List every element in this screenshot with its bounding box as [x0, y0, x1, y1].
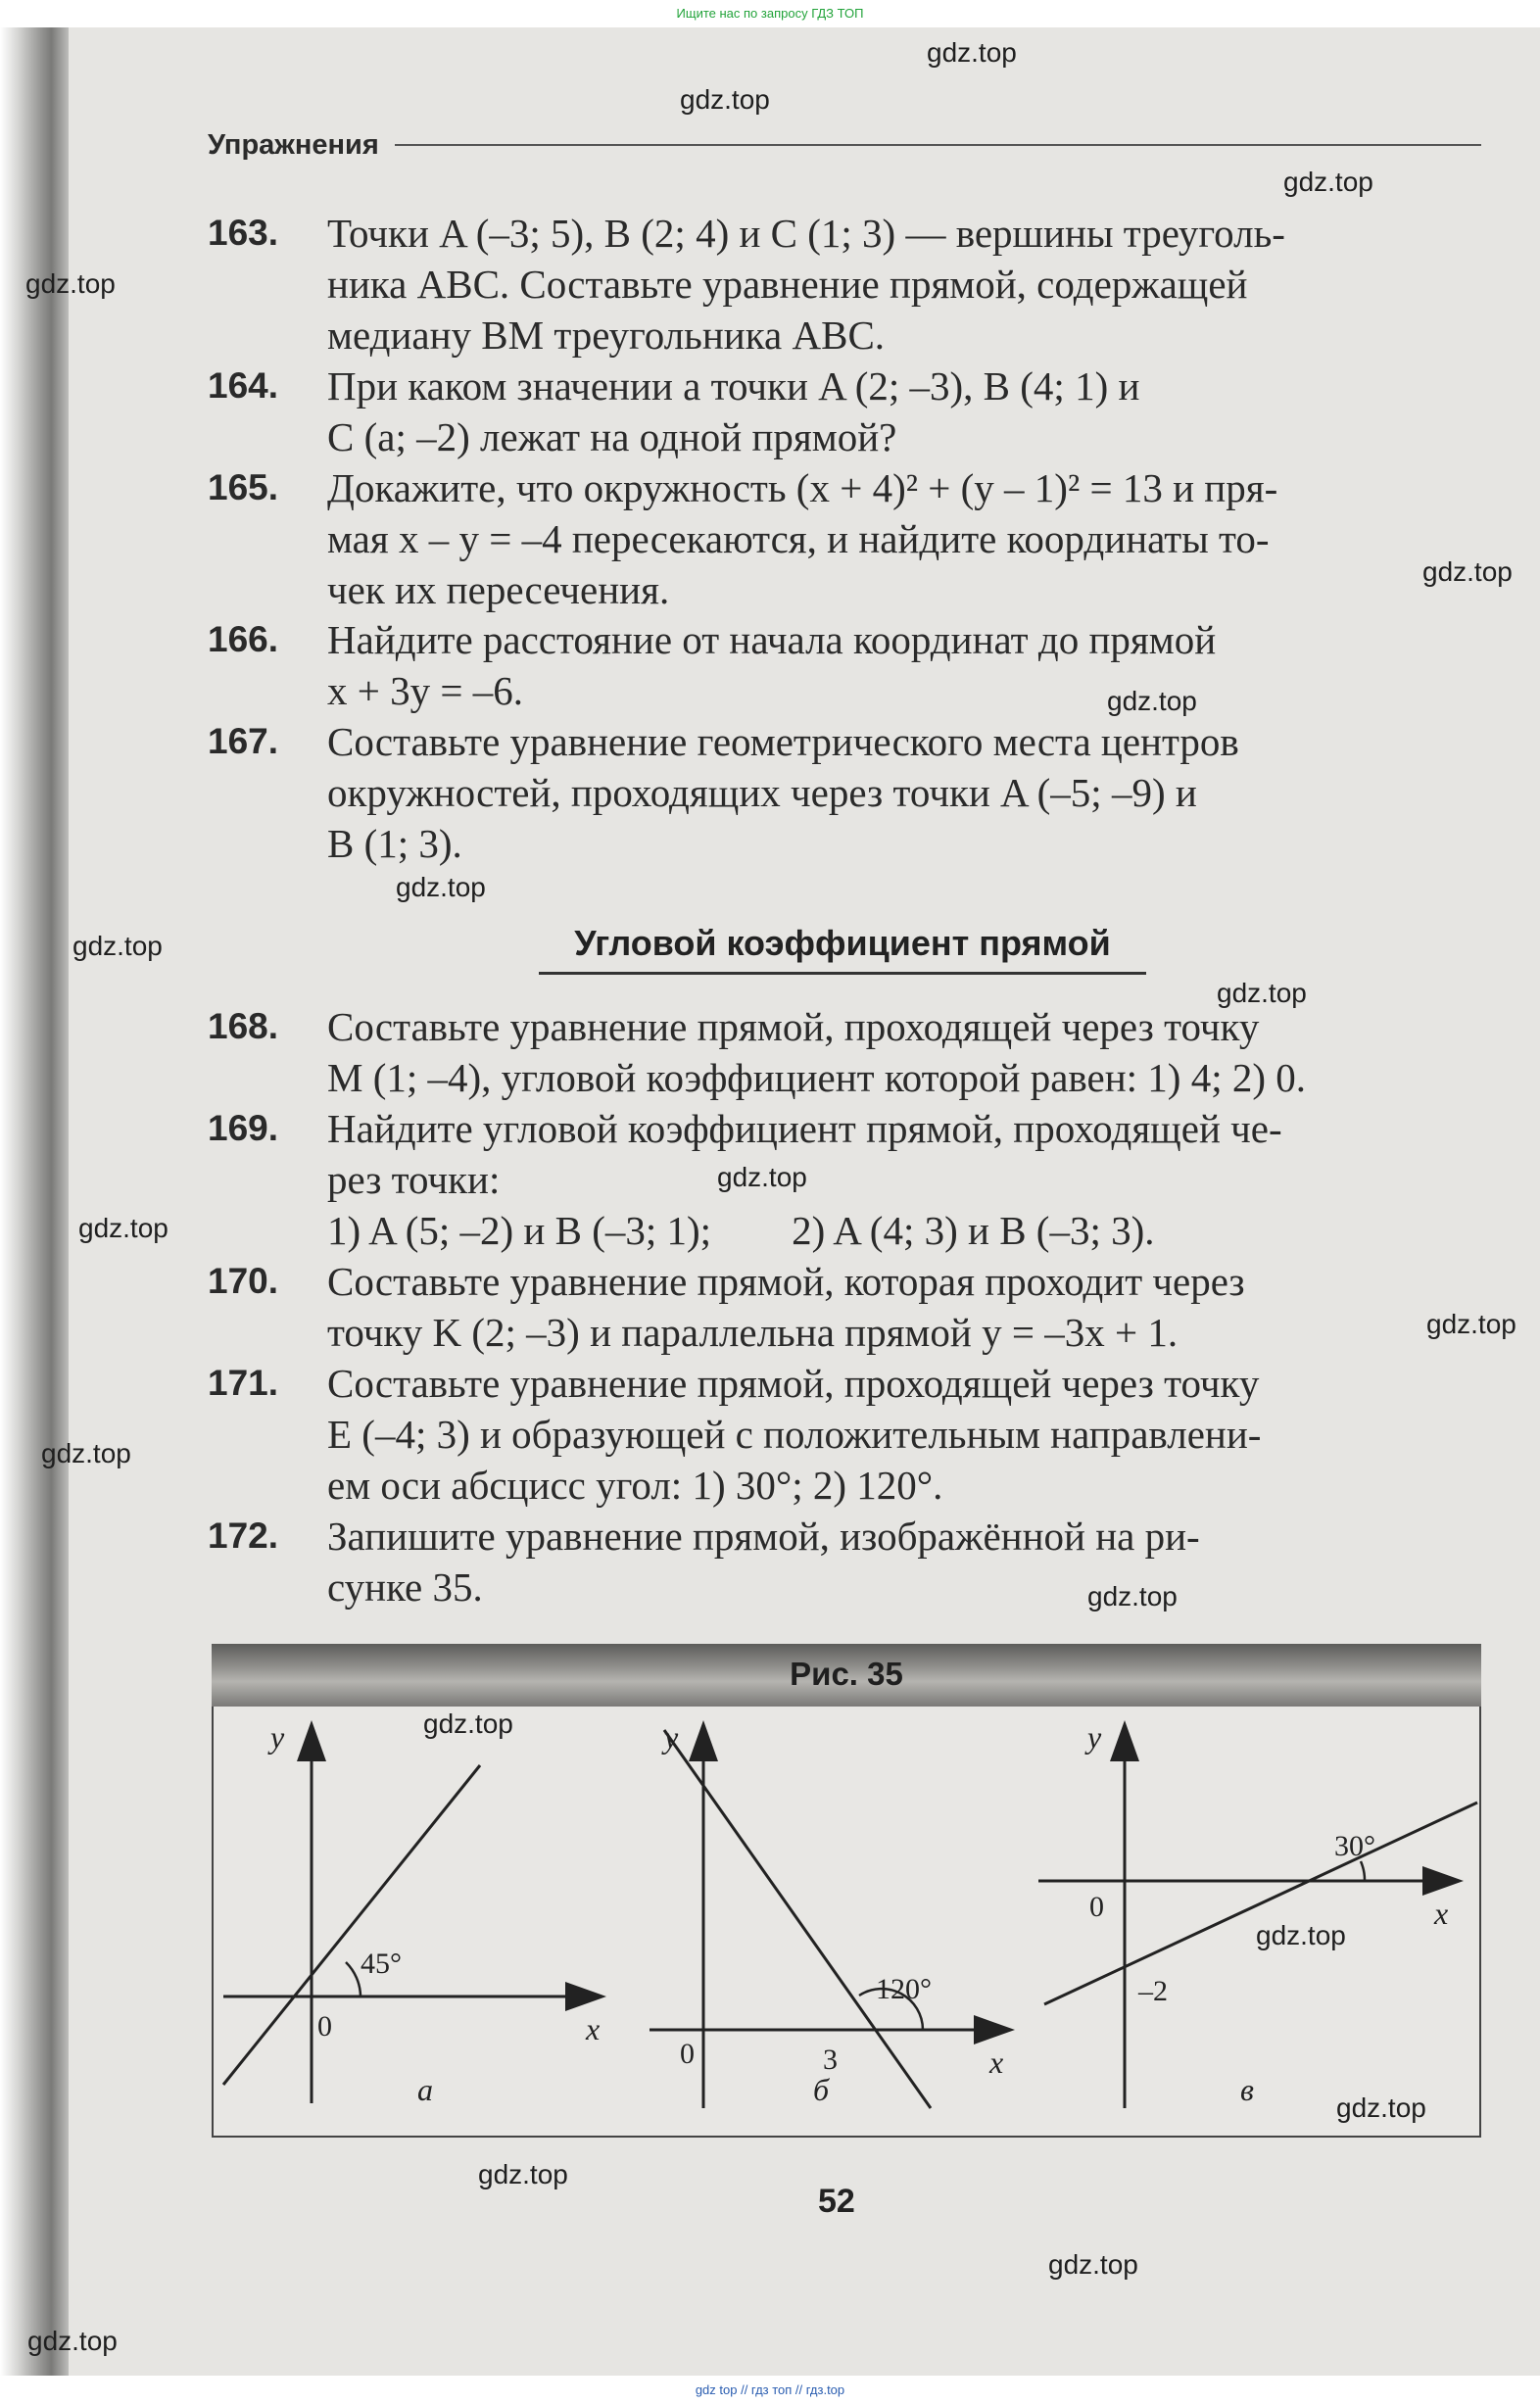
- watermark: gdz.top: [1048, 2249, 1138, 2280]
- watermark: gdz.top: [1426, 1309, 1516, 1339]
- watermark: gdz.top: [1107, 686, 1197, 716]
- exercise-line: Составьте уравнение прямой, которая проходит через: [327, 1259, 1245, 1304]
- exercise-171: [208, 1358, 1481, 1511]
- exercise-line: ем оси абсцисс угол: 1) 30°; 2) 120°.: [327, 1463, 943, 1508]
- exercise-168: [208, 1001, 1481, 1103]
- exercise-line: При каком значении a точки A (2; –3), B (4; 1) и: [327, 363, 1140, 409]
- y-axis-label: y: [664, 1719, 679, 1755]
- exercise-number: 170.: [208, 1261, 279, 1301]
- exercise-line: окружностей, проходящих через точки A (–5; –9) и: [327, 770, 1197, 815]
- exercise-line: сунке 35.: [327, 1564, 483, 1610]
- exercise-167: [208, 716, 1481, 869]
- subsection-header: [539, 916, 1146, 975]
- subsection-title: Угловой коэффициент прямой: [574, 923, 1111, 963]
- book-spine-shadow: [0, 0, 69, 2405]
- exercise-line: E (–4; 3) и образующей с положительным направлени-: [327, 1412, 1262, 1457]
- bottom-banner[interactable]: gdz top // гдз топ // гдз.top: [0, 2376, 1540, 2405]
- exercise-line: медиану BM треугольника ABC.: [327, 313, 886, 358]
- angle-label: 30°: [1334, 1830, 1375, 1862]
- watermark: gdz.top: [78, 1213, 168, 1243]
- origin-label: 0: [680, 2038, 695, 2070]
- top-banner[interactable]: Ищите нас по запросу ГДЗ ТОП: [0, 0, 1540, 27]
- exercise-number: 172.: [208, 1515, 279, 1556]
- x-intercept-label: 3: [823, 2044, 838, 2076]
- exercise-number: 165.: [208, 467, 279, 507]
- x-axis-label: x: [586, 2011, 601, 2046]
- page-number: 52: [818, 2183, 855, 2220]
- watermark: gdz.top: [41, 1438, 131, 1468]
- watermark: gdz.top: [1217, 978, 1307, 1008]
- exercise-169: [208, 1103, 1481, 1256]
- exercise-line: рез точки:: [327, 1157, 501, 1202]
- exercise-line: чек их пересечения.: [327, 567, 670, 612]
- exercise-line: ника ABC. Составьте уравнение прямой, содержащей: [327, 262, 1248, 307]
- watermark: gdz.top: [1256, 1920, 1346, 1950]
- watermark: gdz.top: [1087, 1581, 1178, 1611]
- exercise-166: [208, 614, 1481, 716]
- exercise-170: [208, 1256, 1481, 1358]
- exercise-line: C (a; –2) лежат на одной прямой?: [327, 414, 897, 459]
- panel-letter: а: [417, 2072, 433, 2107]
- exercise-164: [208, 361, 1481, 462]
- watermark: gdz.top: [478, 2159, 568, 2189]
- figure-caption: Рис. 35: [790, 1656, 903, 1692]
- exercise-line: Составьте уравнение геометрического места центров: [327, 719, 1239, 764]
- exercise-line: Найдите расстояние от начала координат до прямой: [327, 617, 1217, 662]
- exercise-line: мая x – y = –4 пересекаются, и найдите координаты то-: [327, 516, 1270, 561]
- angle-label: 45°: [361, 1948, 402, 1980]
- watermark: gdz.top: [72, 931, 163, 961]
- graph-line: [223, 1765, 480, 2085]
- panel-a: [223, 1719, 601, 2107]
- exercise-line: Докажите, что окружность (x + 4)² + (y – 1)² = 13 и пря-: [327, 465, 1278, 510]
- graph-line: [1044, 1803, 1477, 2004]
- exercise-line: Составьте уравнение прямой, проходящей через точку: [327, 1004, 1260, 1049]
- y-intercept-label: –2: [1138, 1975, 1168, 2007]
- panel-c: [1038, 1719, 1477, 2108]
- figure-35: [212, 1636, 1481, 2138]
- watermark: gdz.top: [680, 84, 770, 115]
- exercise-163: [208, 208, 1481, 361]
- watermark: gdz.top: [25, 268, 116, 299]
- y-axis-label: y: [270, 1719, 285, 1755]
- subsection-underline: [539, 972, 1146, 975]
- exercise-number: 166.: [208, 619, 279, 659]
- panel-letter: в: [1240, 2072, 1254, 2107]
- exercise-line: точку K (2; –3) и параллельна прямой y = –3x + 1.: [327, 1310, 1179, 1355]
- exercise-number: 171.: [208, 1363, 279, 1403]
- exercise-172: [208, 1511, 1481, 1612]
- section-header: [208, 125, 1481, 165]
- y-axis-label: y: [1087, 1719, 1102, 1755]
- x-axis-label: x: [989, 2044, 1004, 2080]
- exercise-line: Точки A (–3; 5), B (2; 4) и C (1; 3) — вершины треуголь-: [327, 211, 1285, 256]
- watermark: gdz.top: [1336, 2092, 1426, 2123]
- watermark: gdz.top: [1422, 556, 1513, 587]
- watermark: gdz.top: [717, 1162, 807, 1192]
- watermark: gdz.top: [1283, 167, 1373, 197]
- watermark: gdz.top: [927, 37, 1017, 68]
- watermark: gdz.top: [423, 1708, 513, 1739]
- section-rule: [395, 144, 1481, 146]
- panel-b: [650, 1719, 1009, 2108]
- exercise-line: Составьте уравнение прямой, проходящей через точку: [327, 1361, 1260, 1406]
- angle-arc: [346, 1962, 361, 1996]
- origin-label: 0: [317, 2010, 332, 2043]
- angle-arc: [1361, 1861, 1365, 1881]
- exercise-line: Запишите уравнение прямой, изображённой на ри-: [327, 1514, 1200, 1559]
- exercise-line: x + 3y = –6.: [327, 668, 523, 713]
- watermark: gdz.top: [396, 872, 486, 902]
- exercise-line: 1) A (5; –2) и B (–3; 1); 2) A (4; 3) и B (–3; 3).: [327, 1208, 1155, 1253]
- origin-label: 0: [1089, 1891, 1104, 1923]
- exercise-line: M (1; –4), угловой коэффициент которой равен: 1) 4; 2) 0.: [327, 1055, 1306, 1100]
- exercise-number: 164.: [208, 365, 279, 406]
- exercise-line: Найдите угловой коэффициент прямой, проходящей че-: [327, 1106, 1282, 1151]
- exercise-number: 169.: [208, 1108, 279, 1148]
- exercise-165: [208, 462, 1481, 615]
- exercise-number: 163.: [208, 213, 279, 253]
- exercise-line: B (1; 3).: [327, 821, 462, 866]
- exercise-number: 167.: [208, 721, 279, 761]
- watermark: gdz.top: [27, 2326, 118, 2356]
- exercise-number: 168.: [208, 1006, 279, 1046]
- panel-letter: б: [813, 2072, 830, 2107]
- x-axis-label: x: [1434, 1896, 1449, 1931]
- angle-label: 120°: [876, 1973, 932, 2005]
- section-title: Упражнения: [208, 128, 379, 161]
